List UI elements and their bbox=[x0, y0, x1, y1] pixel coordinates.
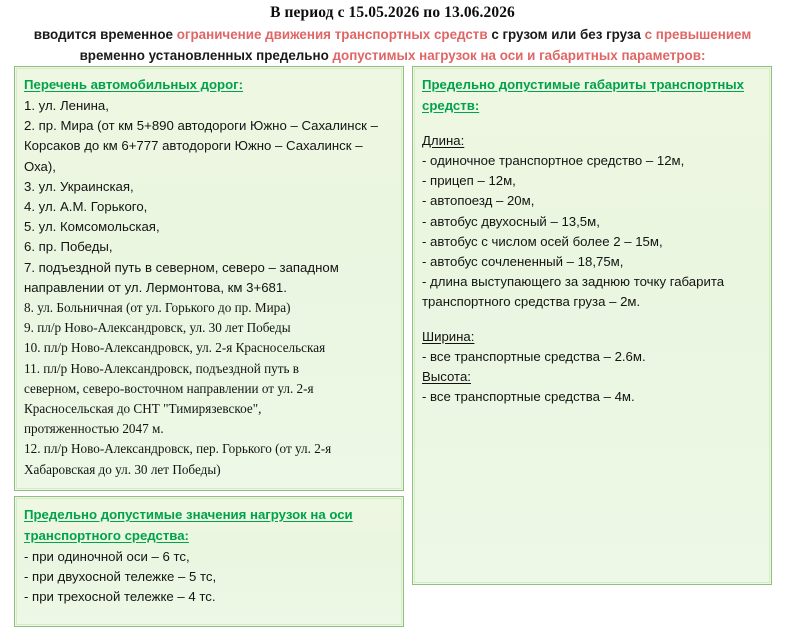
roads-list-cell bbox=[14, 66, 404, 491]
list-item: - автобус двухосный – 13,5м, bbox=[422, 213, 600, 229]
list-item: 4. ул. А.М. Горького, bbox=[24, 199, 148, 215]
list-item: 5. ул. Комсомольская, bbox=[24, 219, 160, 235]
roads-list-title: Перечень автомобильных дорог: bbox=[24, 77, 244, 92]
header-highlight-restriction: ограничение движения транспортных средств bbox=[176, 27, 488, 42]
axle-loads-cell bbox=[14, 496, 404, 627]
width-list bbox=[422, 347, 762, 367]
list-item: 3. ул. Украинская, bbox=[24, 178, 134, 194]
header-restriction-line bbox=[0, 24, 785, 45]
list-item: 8. ул. Больничная (от ул. Горького до пр. Мира) bbox=[24, 300, 291, 316]
list-item: - все транспортные средства – 4м. bbox=[422, 388, 635, 404]
table-column-right bbox=[412, 66, 772, 585]
list-item: - прицеп – 12м, bbox=[422, 173, 516, 189]
list-item: северном, северо-восточном направлении от ул. 2-я bbox=[24, 380, 314, 396]
header-text-segment-1: вводится временное bbox=[33, 27, 177, 42]
list-item: 10. пл/р Ново-Александровск, ул. 2-я Красносельская bbox=[24, 340, 326, 356]
header-highlight-excess: с превышением bbox=[644, 27, 752, 42]
dimensions-title-line1: Предельно допустимые габариты транспортных bbox=[422, 77, 744, 92]
list-item: - одиночное транспортное средство – 12м, bbox=[422, 153, 685, 168]
list-item: направлении от ул. Лермонтова, км 3+681. bbox=[24, 279, 287, 295]
length-list bbox=[422, 151, 762, 313]
axle-loads-title-line2: транспортного средства: bbox=[24, 527, 189, 543]
width-label: Ширина: bbox=[422, 328, 475, 344]
list-item: 9. пл/р Ново-Александровск, ул. 30 лет Победы bbox=[24, 320, 291, 336]
header-limits-line bbox=[0, 45, 785, 66]
header-text-segment-3: временно установленных предельно bbox=[79, 48, 333, 63]
axle-loads-title-line1: Предельно допустимые значения нагрузок на оси bbox=[24, 506, 353, 522]
list-item: транспортного средства груза – 2м. bbox=[422, 294, 641, 310]
height-label: Высота: bbox=[422, 368, 471, 384]
document-header bbox=[0, 0, 785, 66]
list-item: Красносельская до СНТ "Тимирязевское", bbox=[24, 401, 262, 417]
axle-loads-list bbox=[24, 547, 394, 608]
list-item: 12. пл/р Ново-Александровск, пер. Горького (от ул. 2-я bbox=[24, 441, 332, 457]
list-item: 6. пр. Победы, bbox=[24, 239, 113, 255]
table-column-left bbox=[14, 66, 404, 627]
list-item: Хабаровская до ул. 30 лет Победы) bbox=[24, 461, 221, 477]
header-text-segment-2: с грузом или без груза bbox=[487, 27, 645, 42]
list-item: 11. пл/р Ново-Александровск, подъездной путь в bbox=[24, 360, 300, 376]
roads-list-serif bbox=[24, 298, 394, 480]
list-item: 1. ул. Ленина, bbox=[24, 98, 109, 113]
list-item: - автобус сочлененный – 18,75м, bbox=[422, 254, 624, 270]
length-label: Длина: bbox=[422, 133, 465, 148]
list-item: Корсаков до км 6+777 автодороги Южно – Сахалинск – Оха), bbox=[24, 138, 363, 174]
list-item: - автобус с числом осей более 2 – 15м, bbox=[422, 233, 663, 249]
roads-list-sans bbox=[24, 96, 394, 298]
dimensions-title-line2: средств: bbox=[422, 98, 480, 113]
spacer bbox=[422, 313, 762, 327]
list-item: - при трехосной тележке – 4 тс. bbox=[24, 589, 216, 605]
list-item: 2. пр. Мира (от км 5+890 автодороги Южно – Сахалинск – bbox=[24, 118, 378, 134]
list-item: - все транспортные средства – 2.6м. bbox=[422, 348, 646, 364]
list-item: - длина выступающего за заднюю точку габарита bbox=[422, 274, 725, 290]
list-item: - автопоезд – 20м, bbox=[422, 193, 535, 209]
spacer bbox=[422, 117, 762, 131]
dimensions-cell bbox=[412, 66, 772, 585]
header-period-line: В период с 15.05.2026 по 13.06.2026 bbox=[270, 4, 515, 21]
list-item: 7. подъездной путь в северном, северо – западном bbox=[24, 259, 339, 275]
list-item: - при двухосной тележке – 5 тс, bbox=[24, 569, 217, 585]
header-highlight-limits: допустимых нагрузок на оси и габаритных параметров: bbox=[332, 48, 706, 63]
content-table bbox=[14, 66, 772, 627]
list-item: - при одиночной оси – 6 тс, bbox=[24, 548, 190, 564]
height-list bbox=[422, 387, 762, 407]
list-item: протяженностью 2047 м. bbox=[24, 421, 164, 437]
